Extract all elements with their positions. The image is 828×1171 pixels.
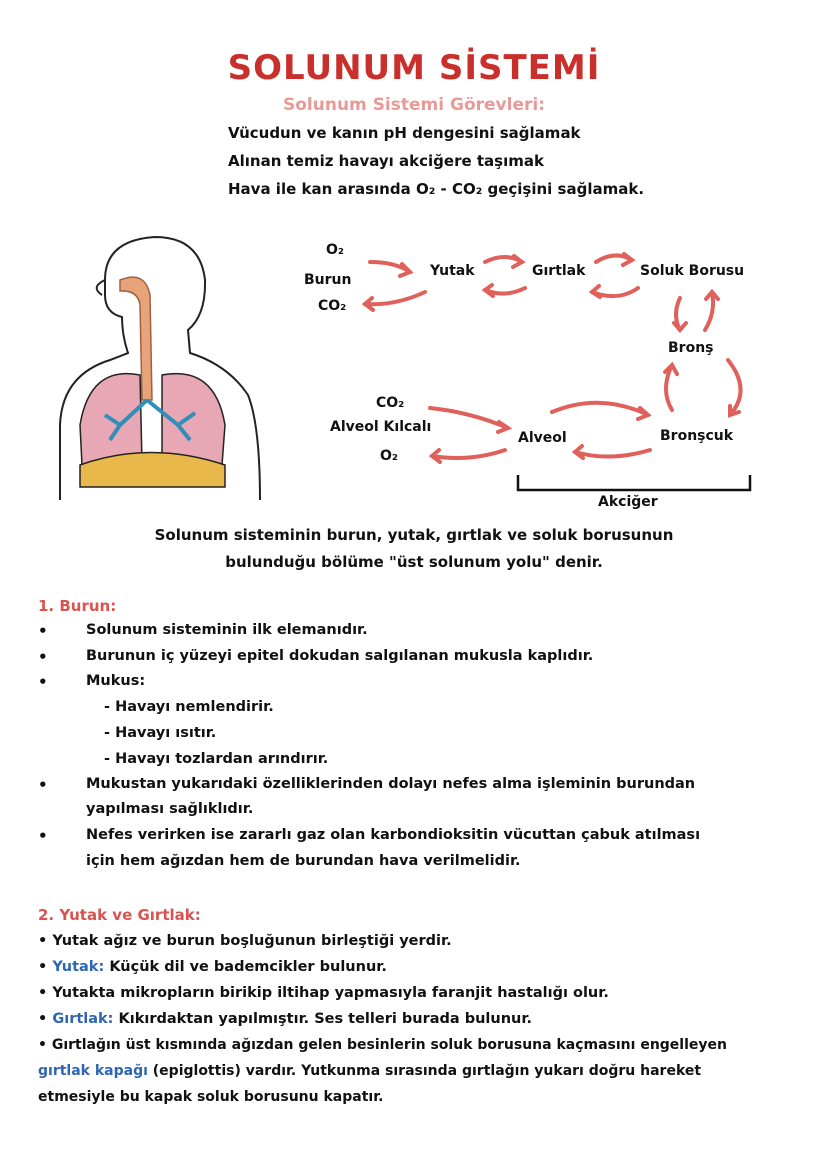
girtlak-bullet-4: • Gırtlak: Kıkırdaktan yapılmıştır. Ses telleri burada bulunur. — [38, 1011, 532, 1027]
burun-bullet-4-line2: yapılması sağlıklıdır. — [86, 801, 254, 817]
co2-top-label: CO₂ — [318, 298, 347, 314]
duty-item: Alınan temiz havayı akciğere taşımak — [228, 152, 544, 170]
girtlak-bullet-5-line3: etmesiyle bu kapak soluk borusunu kapatır. — [38, 1089, 384, 1105]
bullet-dot: • — [38, 622, 48, 640]
burun-bullet-1: Solunum sisteminin ilk elemanıdır. — [86, 622, 368, 638]
girtlak-bullet-5-line2: gırtlak kapağı (epiglottis) vardır. Yutkunma sırasında gırtlağın yukarı doğru hareket — [38, 1063, 702, 1079]
page-subtitle: Solunum Sistemi Görevleri: — [283, 95, 545, 115]
alveol-kilcali-label: Alveol Kılcalı — [330, 419, 432, 435]
bullet-dot: • — [38, 776, 48, 794]
page-title: SOLUNUM SİSTEMİ — [227, 48, 601, 88]
upper-airway-note-line1: Solunum sisteminin burun, yutak, gırtlak ve soluk borusunun — [154, 526, 674, 544]
yutak-term: Yutak: — [52, 959, 105, 975]
brons-label: Bronş — [668, 340, 714, 356]
mukus-sub-3: - Havayı tozlardan arındırır. — [104, 751, 329, 767]
burun-bullet-5-line2: için hem ağızdan hem de burundan hava verilmelidir. — [86, 853, 521, 869]
girtlak-kapagi-term: gırtlak kapağı — [38, 1063, 148, 1079]
yutak-bullet-1: • Yutak ağız ve burun boşluğunun birleştiği yerdir. — [38, 933, 452, 949]
burun-bullet-3: Mukus: — [86, 673, 146, 689]
girtlak-label: Gırtlak — [532, 263, 586, 279]
yutak-bullet-3: • Yutakta mikropların birikip iltihap yapmasıyla faranjit hastalığı olur. — [38, 985, 609, 1001]
akciger-label: Akciğer — [598, 494, 658, 510]
burun-bullet-2: Burunun iç yüzeyi epitel dokudan salgılanan mukusla kaplıdır. — [86, 648, 594, 664]
girtlak-term: Gırtlak: — [52, 1011, 114, 1027]
bullet-dot: • — [38, 648, 48, 666]
upper-airway-note-line2: bulunduğu bölüme "üst solunum yolu" denir. — [225, 553, 603, 571]
bullet-dot: • — [38, 673, 48, 691]
o2-bottom-label: O₂ — [380, 448, 399, 464]
girtlak-bullet-5-line1: • Gırtlağın üst kısmında ağızdan gelen besinlerin soluk borusuna kaçmasını engelleyen — [38, 1037, 727, 1053]
duty-item: Vücudun ve kanın pH dengesini sağlamak — [228, 124, 581, 142]
alveol-label: Alveol — [518, 430, 567, 446]
burun-label: Burun — [304, 272, 352, 288]
bullet-dot: • — [38, 827, 48, 845]
yutak-label: Yutak — [430, 263, 475, 279]
burun-bullet-5-line1: Nefes verirken ise zararlı gaz olan karbondioksitin vücuttan çabuk atılması — [86, 827, 701, 843]
section-burun-title: 1. Burun: — [38, 597, 117, 615]
mukus-sub-1: - Havayı nemlendirir. — [104, 699, 274, 715]
duty-item: Hava ile kan arasında O₂ - CO₂ geçişini sağlamak. — [228, 180, 645, 198]
soluk-borusu-label: Soluk Borusu — [640, 263, 745, 279]
yutak-bullet-2: • Yutak: Küçük dil ve bademcikler bulunur. — [38, 959, 387, 975]
co2-bottom-label: CO₂ — [376, 395, 405, 411]
o2-top-label: O₂ — [326, 242, 345, 258]
section-yutak-girtlak-title: 2. Yutak ve Gırtlak: — [38, 906, 201, 924]
bronscuk-label: Bronşcuk — [660, 428, 734, 444]
mukus-sub-2: - Havayı ısıtır. — [104, 725, 217, 741]
burun-bullet-4-line1: Mukustan yukarıdaki özelliklerinden dolayı nefes alma işleminin burundan — [86, 776, 696, 792]
